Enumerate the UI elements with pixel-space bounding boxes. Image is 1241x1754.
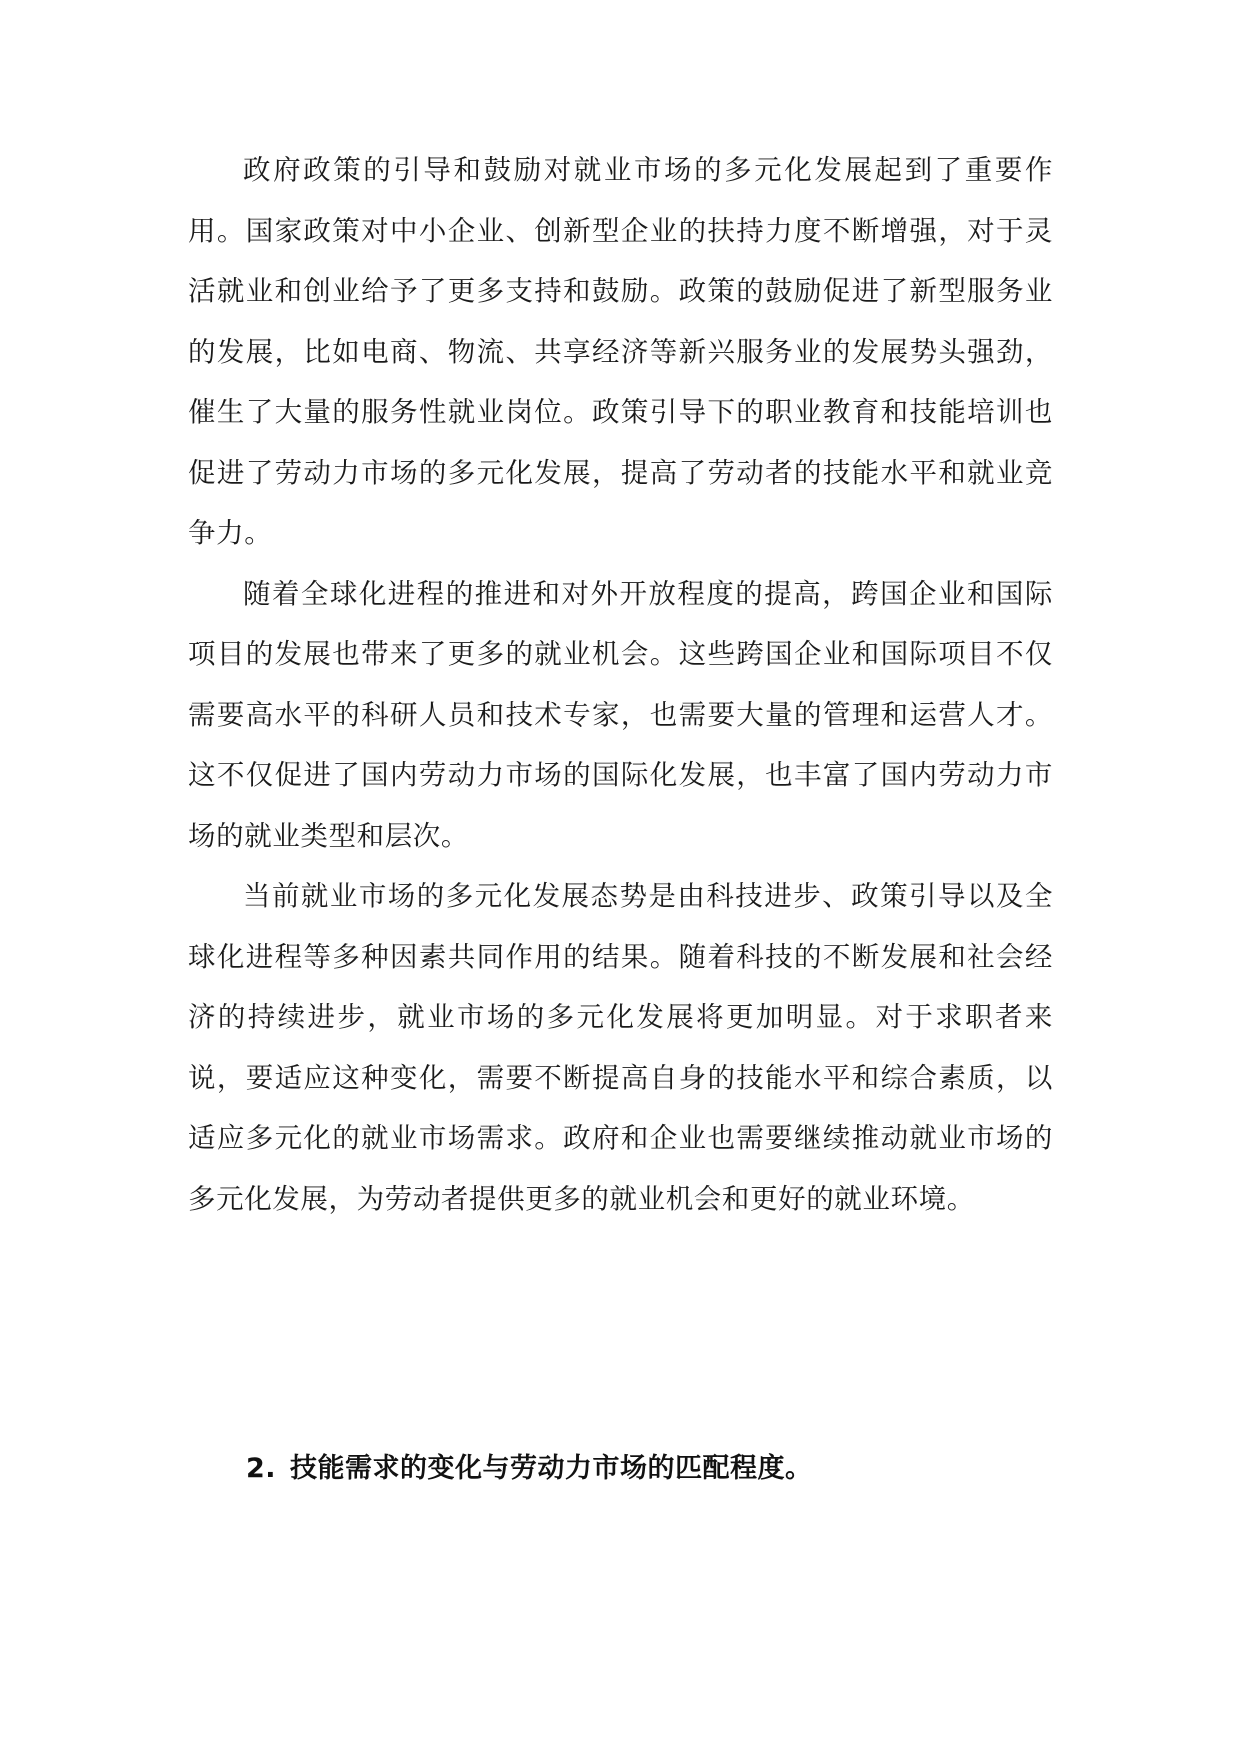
paragraph-policy: 政府政策的引导和鼓励对就业市场的多元化发展起到了重要作用。国家政策对中小企业、创新型企业的扶持力度不断增强，对于灵活就业和创业给予了更多支持和鼓励。政策的鼓励促进了新型服务业的发展，比如电商、物流、共享经济等新兴服务业的发展势头强劲，催生了大量的服务性就业岗位。政策引导下的职业教育和技能培训也促进了劳动力市场的多元化发展，提高了劳动者的技能水平和就业竞争力。	[188, 154, 1053, 549]
section-number: 2.	[246, 1453, 277, 1484]
paragraph-conclusion: 当前就业市场的多元化发展态势是由科技进步、政策引导以及全球化进程等多种因素共同作用的结果。随着科技的不断发展和社会经济的持续进步，就业市场的多元化发展将更加明显。对于求职者来说，要适应这种变化，需要不断提高自身的技能水平和综合素质，以适应多元化的就业市场需求。政府和企业也需要继续推动就业市场的多元化发展，为劳动者提供更多的就业机会和更好的就业环境。	[188, 880, 1053, 1215]
document-body	[188, 140, 1053, 1229]
section-heading	[246, 1449, 813, 1489]
paragraph-globalization: 随着全球化进程的推进和对外开放程度的提高，跨国企业和国际项目的发展也带来了更多的就业机会。这些跨国企业和国际项目不仅需要高水平的科研人员和技术专家，也需要大量的管理和运营人才。这不仅促进了国内劳动力市场的国际化发展，也丰富了国内劳动力市场的就业类型和层次。	[188, 577, 1053, 852]
section-title: 技能需求的变化与劳动力市场的匹配程度。	[290, 1453, 813, 1484]
